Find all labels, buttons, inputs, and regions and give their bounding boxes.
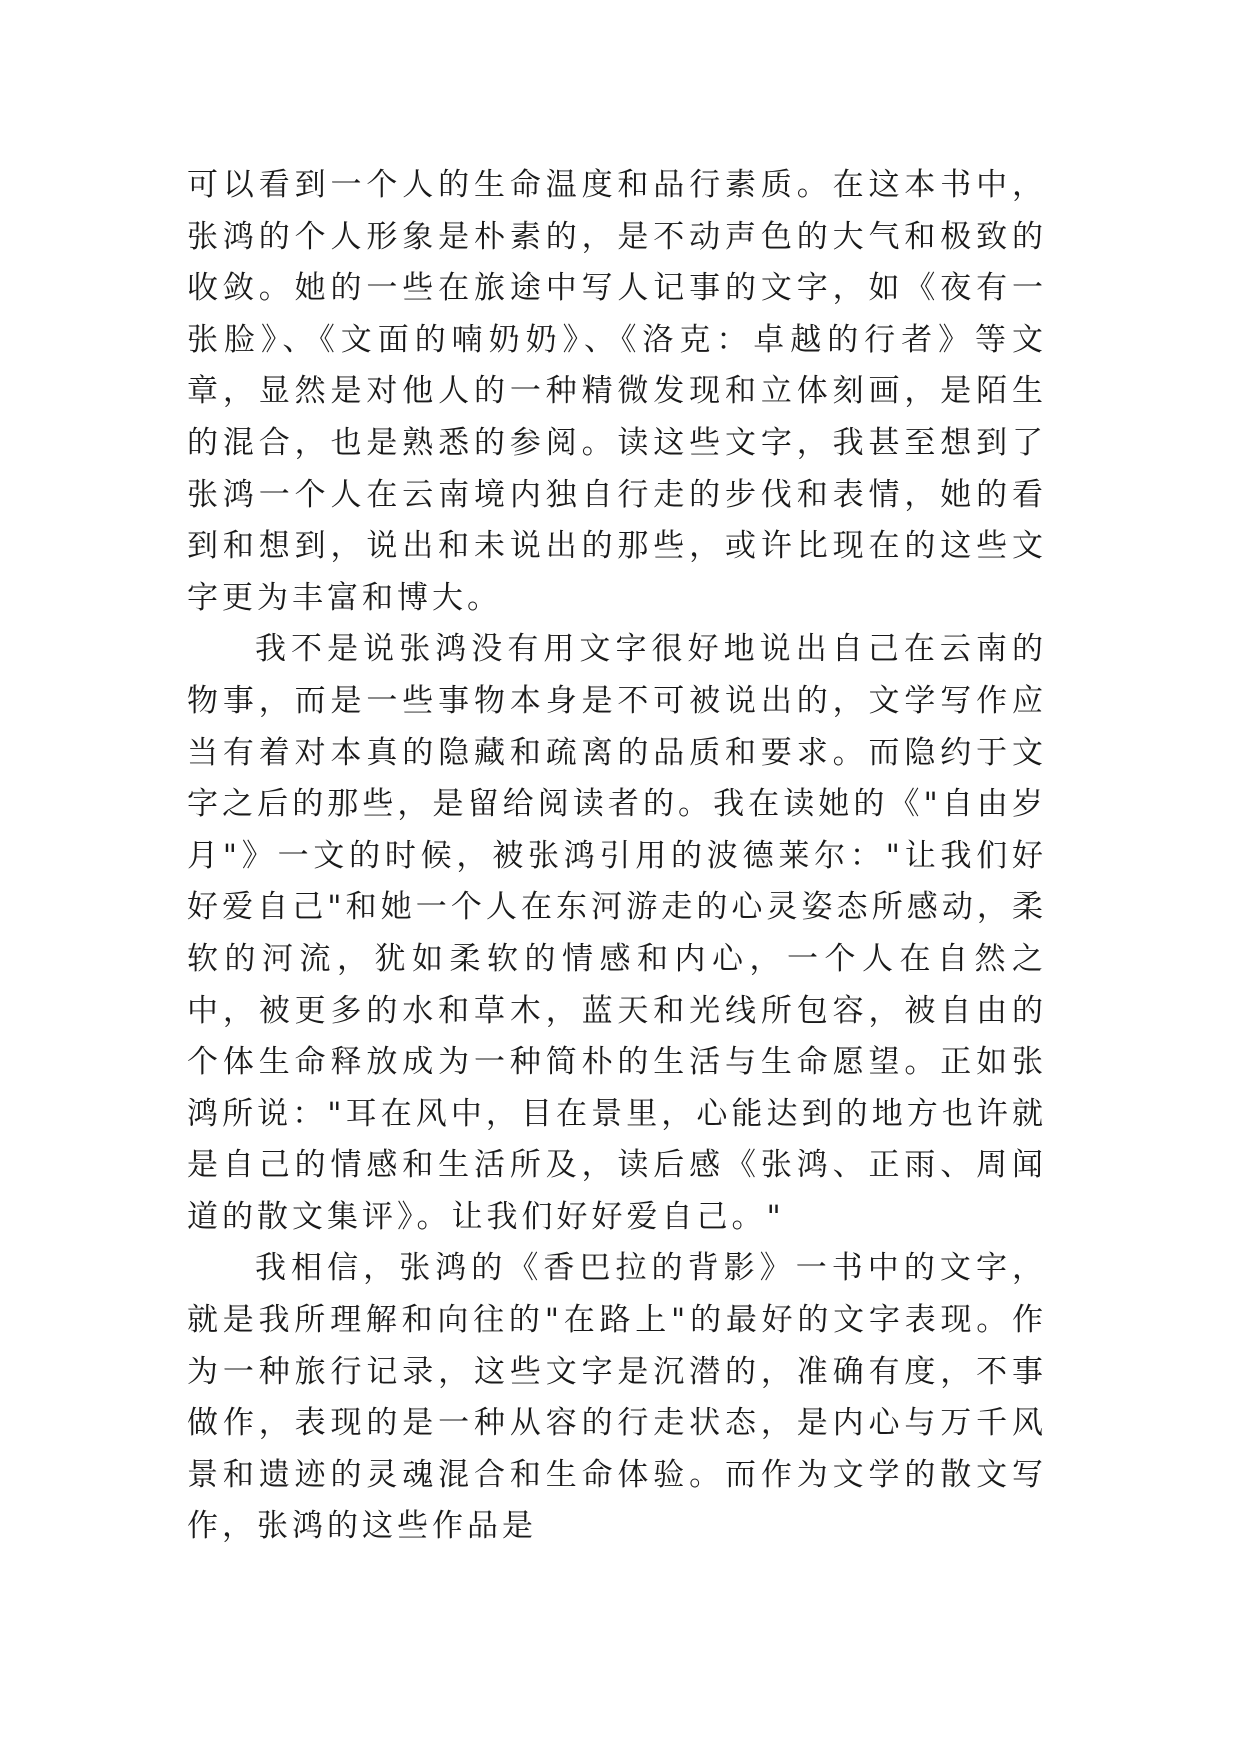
paragraph: 我相信，张鸿的《香巴拉的背影》一书中的文字，就是我所理解和向往的"在路上"的最好的文字表现。作为一种旅行记录，这些文字是沉潜的，准确有度，不事做作，表现的是一种从容的行走状态，是内心与万千风景和遗迹的灵魂混合和生命体验。而作为文学的散文写作，张鸿的这些作品是 bbox=[187, 1250, 1047, 1545]
paragraph-continued: 可以看到一个人的生命温度和品行素质。在这本书中，张鸿的个人形象是朴素的，是不动声色的大气和极致的收敛。她的一些在旅途中写人记事的文字，如《夜有一张脸》、《文面的喃奶奶》、《洛克：卓越的行者》等文章，显然是对他人的一种精微发现和立体刻画，是陌生的混合，也是熟悉的参阅。读这些文字，我甚至想到了张鸿一个人在云南境内独自行走的步伐和表情，她的看到和想到，说出和未说出的那些，或许比现在的这些文字更为丰富和博大。 bbox=[187, 167, 1047, 616]
body-text bbox=[187, 160, 1047, 1553]
paragraph: 我不是说张鸿没有用文字很好地说出自己在云南的物事，而是一些事物本身是不可被说出的，文学写作应当有着对本真的隐藏和疏离的品质和要求。而隐约于文字之后的那些，是留给阅读者的。我在读她的《"自由岁月"》一文的时候，被张鸿引用的波德莱尔："让我们好好爱自己"和她一个人在东河游走的心灵姿态所感动，柔软的河流，犹如柔软的情感和内心，一个人在自然之中，被更多的水和草木，蓝天和光线所包容，被自由的个体生命释放成为一种简朴的生活与生命愿望。正如张鸿所说："耳在风中，目在景里，心能达到的地方也许就是自己的情感和生活所及，读后感《张鸿、正雨、周闻道的散文集评》。让我们好好爱自己。" bbox=[187, 631, 1047, 1235]
